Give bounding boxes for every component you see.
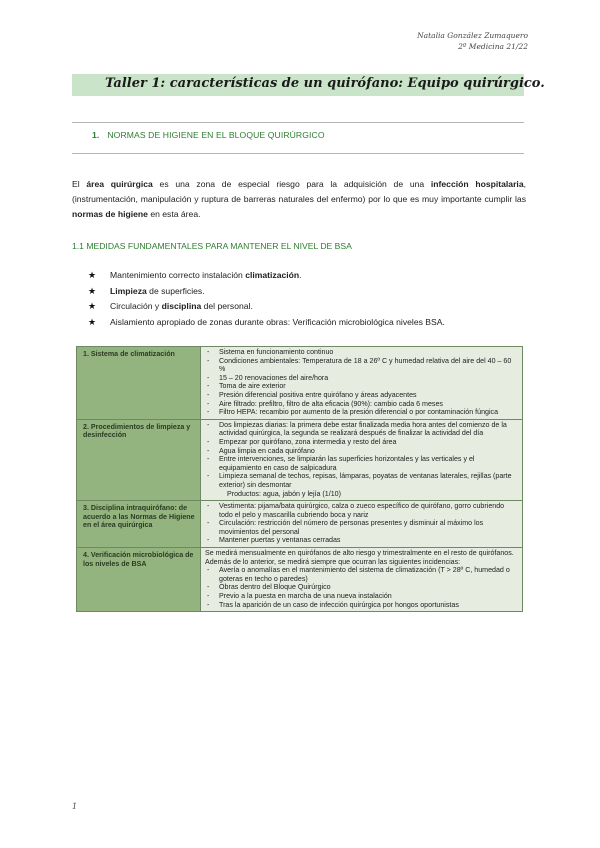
- row-item: - Toma de aire exterior: [205, 382, 518, 391]
- row-item: - Agua limpia en cada quirófano: [205, 447, 518, 456]
- list-item: [88, 284, 445, 300]
- row-item: - Empezar por quirófano, zona intermedia y resto del área: [205, 438, 518, 447]
- row-item: - Entre intervenciones, se limpiarán las superficies horizontales y las verticales y el equipamiento en caso de salpicadura: [205, 455, 518, 472]
- intro-bold-1: área quirúrgica: [86, 179, 153, 189]
- row-item: - Condiciones ambientales: Temperatura de 18 a 26º C y humedad relativa del aire del 40 – 60 %: [205, 357, 518, 374]
- divider-bottom: [72, 153, 524, 154]
- table-row: [77, 347, 523, 420]
- section-1-number: 1.: [92, 130, 100, 140]
- intro-text-1: El: [72, 179, 87, 189]
- intro-text-2: es una zona de especial riesgo para la adquisición de una: [152, 179, 431, 189]
- intro-bold-3: normas de higiene: [72, 209, 148, 219]
- row-content: [201, 419, 523, 500]
- author-block: [417, 30, 528, 52]
- table-row: [77, 419, 523, 500]
- row-item: - Vestimenta: pijama/bata quirúrgico, calza o zueco específico de quirófano, gorro cubriendo todo el pelo y mascarilla cubriendo boca y nariz: [205, 502, 518, 519]
- row-label: 4. Verificación microbiológica de los niveles de BSA: [77, 548, 201, 612]
- list-item-bold: disciplina: [161, 301, 202, 311]
- row-content: [201, 347, 523, 420]
- section-1-title: NORMAS DE HIGIENE EN EL BLOQUE QUIRÚRGICO: [107, 130, 325, 140]
- table-row: [77, 501, 523, 548]
- intro-text-4: en esta área.: [147, 209, 201, 219]
- row-item: - 15 – 20 renovaciones del aire/hora: [205, 374, 518, 383]
- list-item: [88, 268, 445, 284]
- row-item: - Dos limpiezas diarias: la primera debe estar finalizada media hora antes del comienzo de la actividad quirúrgica, la segunda se realizará después de finalizar la actividad del día: [205, 421, 518, 438]
- row-item: - Obras dentro del Bloque Quirúrgico: [205, 583, 518, 592]
- row-item-extra: Productos: agua, jabón y lejía (1/10): [227, 489, 341, 498]
- row-item: - Presión diferencial positiva entre quirófano y áreas adyacentes: [205, 391, 518, 400]
- divider-top: [72, 122, 524, 123]
- row-item: - Sistema en funcionamiento continuo: [205, 348, 518, 357]
- measures-table: [76, 346, 523, 612]
- row-label: 3. Disciplina intraquirófano: de acuerdo a las Normas de Higiene en el área quirúrgica: [77, 501, 201, 548]
- intro-paragraph: [72, 177, 526, 222]
- row-label: 2. Procedimientos de limpieza y desinfección: [77, 419, 201, 500]
- row-item: - Previo a la puesta en marcha de una nueva instalación: [205, 592, 518, 601]
- row-label: 1. Sistema de climatización: [77, 347, 201, 420]
- page-title: Taller 1: características de un quirófano: Equipo quirúrgico.: [105, 76, 545, 91]
- row-item: - Circulación: restricción del número de personas presentes y disminuir al máximo los movimientos del personal: [205, 519, 518, 536]
- intro-bold-2: infección hospitalaria: [430, 179, 524, 189]
- subsection-heading: 1.1 MEDIDAS FUNDAMENTALES PARA MANTENER EL NIVEL DE BSA: [72, 241, 352, 251]
- row-intro: Se medirá mensualmente en quirófanos de alto riesgo y trimestralmente en el resto de quirófanos. Además de lo anterior, se medirá siempre que ocurran las siguientes incidencias:: [205, 549, 514, 566]
- star-icon: ★: [88, 301, 97, 311]
- row-item: - Avería o anomalías en el mantenimiento del sistema de climatización (T > 28º C, humedad o goteras en techo o paredes): [205, 566, 518, 583]
- list-item-text-end: .: [299, 270, 302, 280]
- course-label: 2º Medicina 21/22: [458, 42, 528, 51]
- list-item-text: Mantenimiento correcto instalación: [110, 270, 246, 280]
- row-item: - Mantener puertas y ventanas cerradas: [205, 536, 518, 545]
- row-content: [201, 548, 523, 612]
- star-icon: ★: [88, 316, 97, 327]
- row-content: [201, 501, 523, 548]
- measures-list: [88, 268, 445, 330]
- star-icon: ★: [88, 270, 97, 280]
- star-icon: ★: [88, 285, 97, 296]
- row-item: - Limpieza semanal de techos, repisas, lámparas, poyatas de ventanas laterales, rejillas (parte exterior) sin desmontar: [205, 472, 518, 489]
- author-name: Natalia González Zumaquero: [417, 31, 528, 40]
- row-item: - Tras la aparición de un caso de infección quirúrgica por hongos oportunistas: [205, 601, 518, 610]
- list-item-text-end: de superficies.: [146, 285, 205, 296]
- row-item: - Aire filtrado: prefiltro, filtro de alta eficacia (90%): cambio cada 6 meses: [205, 400, 518, 409]
- table-row: [77, 548, 523, 612]
- list-item: [88, 299, 445, 315]
- row-item: - Filtro HEPA: recambio por aumento de la presión diferencial o por contaminación fúngica: [205, 408, 518, 417]
- section-1-heading: [92, 130, 325, 140]
- list-item-text: Circulación y: [110, 301, 162, 311]
- list-item-text-end: del personal.: [201, 301, 253, 311]
- list-item-text: Aislamiento apropiado de zonas durante obras: Verificación microbiológica niveles BSA.: [110, 316, 445, 327]
- list-item-bold: climatización: [245, 270, 300, 280]
- intro-text-3: , (instrumentación, manipulación y ruptura de barreras naturales del enfermo) por lo que es muy importante cumplir las: [72, 179, 526, 204]
- page-number: 1: [72, 802, 78, 811]
- list-item: [88, 315, 445, 331]
- list-item-bold: Limpieza: [110, 285, 147, 296]
